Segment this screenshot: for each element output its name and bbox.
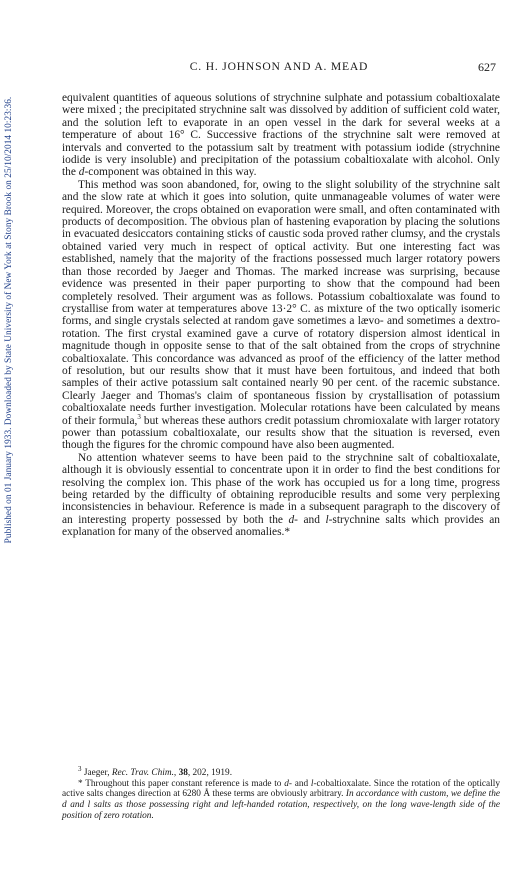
page-number: 627 <box>478 60 496 74</box>
footnote-3-pages: , 202, 1919. <box>187 768 233 778</box>
article-body <box>62 92 500 539</box>
paragraph-2 <box>62 179 500 452</box>
footnote-3 <box>62 764 500 779</box>
d-component-label: d <box>78 166 85 179</box>
footnote-asterisk <box>62 779 500 822</box>
footnotes <box>62 764 500 822</box>
footnote-3-journal: Rec. Trav. Chim. <box>111 768 174 778</box>
and-word: and <box>297 513 326 526</box>
footnote-3-volume: 38 <box>178 768 188 778</box>
footnote-3-author: Jaeger, <box>81 768 112 778</box>
paragraph-1-text: equivalent quantities of aqueous solutions of strychnine sulphate and potassium cobaltioxalate were mixed ; the precipitated strychnine salt was dissolved by addition of sufficient cold water, and the solution left to evaporate in an open vessel in the dark for several weeks at a temperature of about 16° C. Successive fractions of the strychnine salt were removed at intervals and converted to the potassium salt by treatment with potassium iodide (strychnine iodide is very insoluble) and precipitation of the potassium cobaltioxalate with alcohol. Only the <box>62 92 500 179</box>
footnote-3-separator: , <box>173 768 179 778</box>
paragraph-1-tail: -component was obtained in this way. <box>84 166 257 179</box>
page-header <box>62 60 496 78</box>
provenance-text: Published on 01 January 1933. Downloaded by State University of New York at Stony Brook on 25/10/2014 10:23:36. <box>4 96 14 544</box>
download-provenance-sidebar <box>2 40 16 600</box>
footnote-asterisk-body: -cobaltioxalate. Since the rotation of the optically active salts changes direction at 6280 Å these terms are obviously arbitrary. <box>62 778 500 800</box>
paragraph-2-tail: but whereas these authors credit potassium chromioxalate with larger rotatory power than potassium cobaltioxalate, our results show that the situation is reversed, even though the figures for the chromic compound have also been augmented. <box>62 414 500 452</box>
l-label: l <box>325 513 329 526</box>
footnote-and: - and <box>288 778 311 789</box>
paragraph-3-tail: -strychnine salts which provides an explanation for many of the observed anomalies.* <box>62 513 500 539</box>
paragraph-2-text: This method was soon abandoned, for, owing to the slight solubility of the strychnine salt and the slow rate at which it goes into solution, quite unmanageable volumes of water were required. Moreover, the crops obtained on evaporation were small, and often contaminated with products of decomposition. The obvious plan of hastening evaporation by placing the solutions in evacuated desiccators containing sticks of caustic soda proved rather clumsy, and the crystals obtained varied very much in respect of optical activity. But one interesting fact was established, namely that the majority of the fractions possessed much larger rotatory powers than those recorded by Jaeger and Thomas. The marked increase was surprising, because evidence was presented in their paper purporting to show that the compound had been completely resolved. Their argument was as follows. Potassium cobaltioxalate was found to crystallise from water at temperatures above 13·2° C. as mixture of the two optically isomeric forms, and single crystals selected at random gave sometimes a lævo- and sometimes a dextro-rotation. The first crystal examined gave a curve of rotatory dispersion almost identical in magnitude though in opposite sense to that of the salt obtained from the crops of strychnine cobaltioxalate. This concordance was advanced as proof of the efficiency of the latter method of resolution, but our results show that it must have been fortuitous, and indeed that both samples of their active potassium salt contained nearly 90 per cent. of the racemic substance. Clearly Jaeger and Thomas's claim of spontaneous fission by crystallisation of potassium cobaltioxalate needs further investigation. Molecular rotations have been calculated by means of their formula, <box>62 178 500 427</box>
paragraph-3-text: No attention whatever seems to have been paid to the strychnine salt of cobaltioxalate, although it is obviously essential to concentrate upon it in order to find the best conditions for resolving the complex ion. This phase of the work has occupied us for a long time, progress being retarded by the difficulty of obtaining reproducible results and some very perplexing inconsistencies in behaviour. Reference is made in a subsequent paragraph to the discovery of an interesting property possessed by both the <box>62 451 500 526</box>
footnote-convention-note: In accordance with custom, we define the d and l salts as those possessing right and left-handed rotation, respectively, on the long wave-length side of the position of zero rotation. <box>62 789 500 821</box>
footnote-l-label: l <box>310 778 314 789</box>
paragraph-3 <box>62 452 500 539</box>
paragraph-1 <box>62 92 500 179</box>
running-head-authors: C. H. JOHNSON AND A. MEAD <box>189 60 369 73</box>
footnote-asterisk-text: * Throughout this paper constant reference is made to <box>78 778 285 789</box>
footnote-d-label: d <box>284 778 289 789</box>
d-label: d- <box>288 513 298 526</box>
reference-3-marker: 3 <box>137 412 141 421</box>
footnote-3-marker: 3 <box>78 764 82 773</box>
